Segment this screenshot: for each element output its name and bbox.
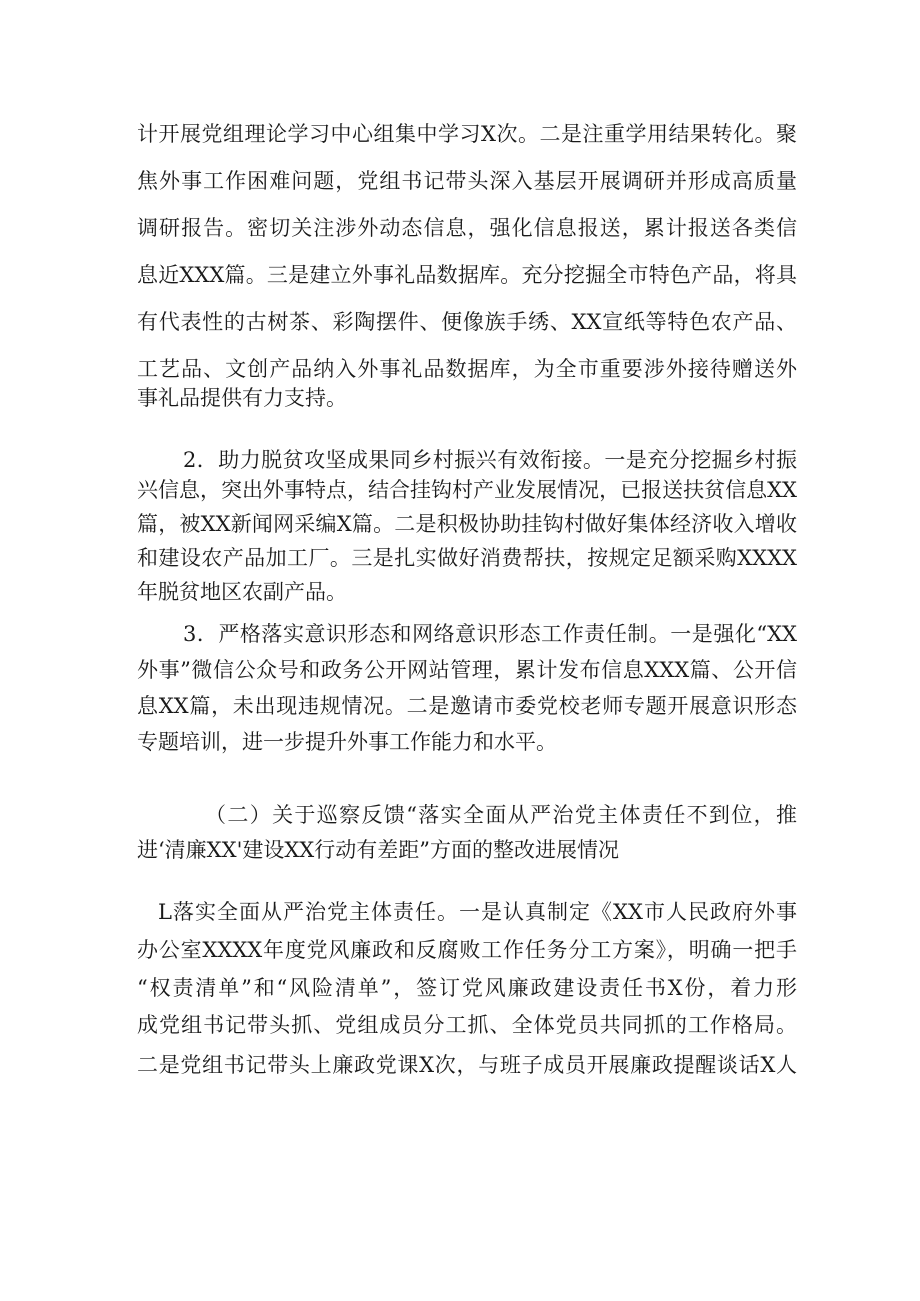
- text-line: 计开展党组理论学习中心组集中学习X次。二是注重学用结果转化。聚: [137, 122, 797, 146]
- text-line: 事礼品提供有力支持。: [137, 386, 347, 410]
- section-heading: 进‘清廉XX'建设XX行动有差距”方面的整改进展情况: [137, 838, 619, 862]
- text-line: 二是党组书记带头上廉政党课X次，与班子成员开展廉政提醒谈话X人: [137, 1053, 797, 1077]
- text-line: 息XX篇，未出现违规情况。二是邀请市委党校老师专题开展意识形态: [137, 694, 797, 718]
- text-line: 专题培训，进一步提升外事工作能力和水平。: [137, 730, 557, 754]
- paragraph-heading: L落实全面从严治党主体责任。一是认真制定《XX市人民政府外事: [158, 900, 797, 924]
- text-line: 息近XXX篇。三是建立外事礼品数据库。充分挖掘全市特色产品，将具: [137, 263, 797, 287]
- text-line: 成党组书记带头抓、党组成员分工抓、全体党员共同抓的工作格局。: [137, 1013, 797, 1037]
- text-line: 和建设农产品加工厂。三是扎实做好消费帮扶，按规定足额采购XXXX: [137, 546, 797, 570]
- text-line: 调研报告。密切关注涉外动态信息，强化信息报送，累计报送各类信: [137, 216, 797, 240]
- text-line: 工艺品、文创产品纳入外事礼品数据库，为全市重要涉外接待赠送外: [137, 357, 797, 381]
- paragraph-heading: 3．严格落实意识形态和网络意识形态工作责任制。一是强化“XX: [183, 622, 797, 646]
- text-line: 办公室XXXX年度党风廉政和反腐败工作任务分工方案》，明确一把手: [137, 938, 797, 962]
- text-line: 兴信息，突出外事特点，结合挂钩村产业发展情况，已报送扶贫信息XX: [137, 478, 797, 502]
- text-line: 篇，被XX新闻网采编X篇。二是积极协助挂钩村做好集体经济收入增收: [137, 512, 797, 536]
- section-heading: （二）关于巡察反馈“落实全面从严治党主体责任不到位，推: [205, 803, 797, 827]
- text-line: 外事”微信公众号和政务公开网站管理，累计发布信息XXX篇、公开信: [137, 658, 797, 682]
- text-line: 年脱贫地区农副产品。: [137, 580, 347, 604]
- text-line: 有代表性的古树茶、彩陶摆件、便像族手绣、XX宣纸等特色农产品、: [137, 310, 797, 334]
- text-line: 焦外事工作困难问题，党组书记带头深入基层开展调研并形成高质量: [137, 169, 797, 193]
- text-line: “权责清单”和“风险清单”，签订党风廉政建设责任书X份，着力形: [137, 976, 797, 1000]
- paragraph-heading: 2．助力脱贫攻坚成果同乡村振兴有效衔接。一是充分挖掘乡村振: [183, 448, 797, 472]
